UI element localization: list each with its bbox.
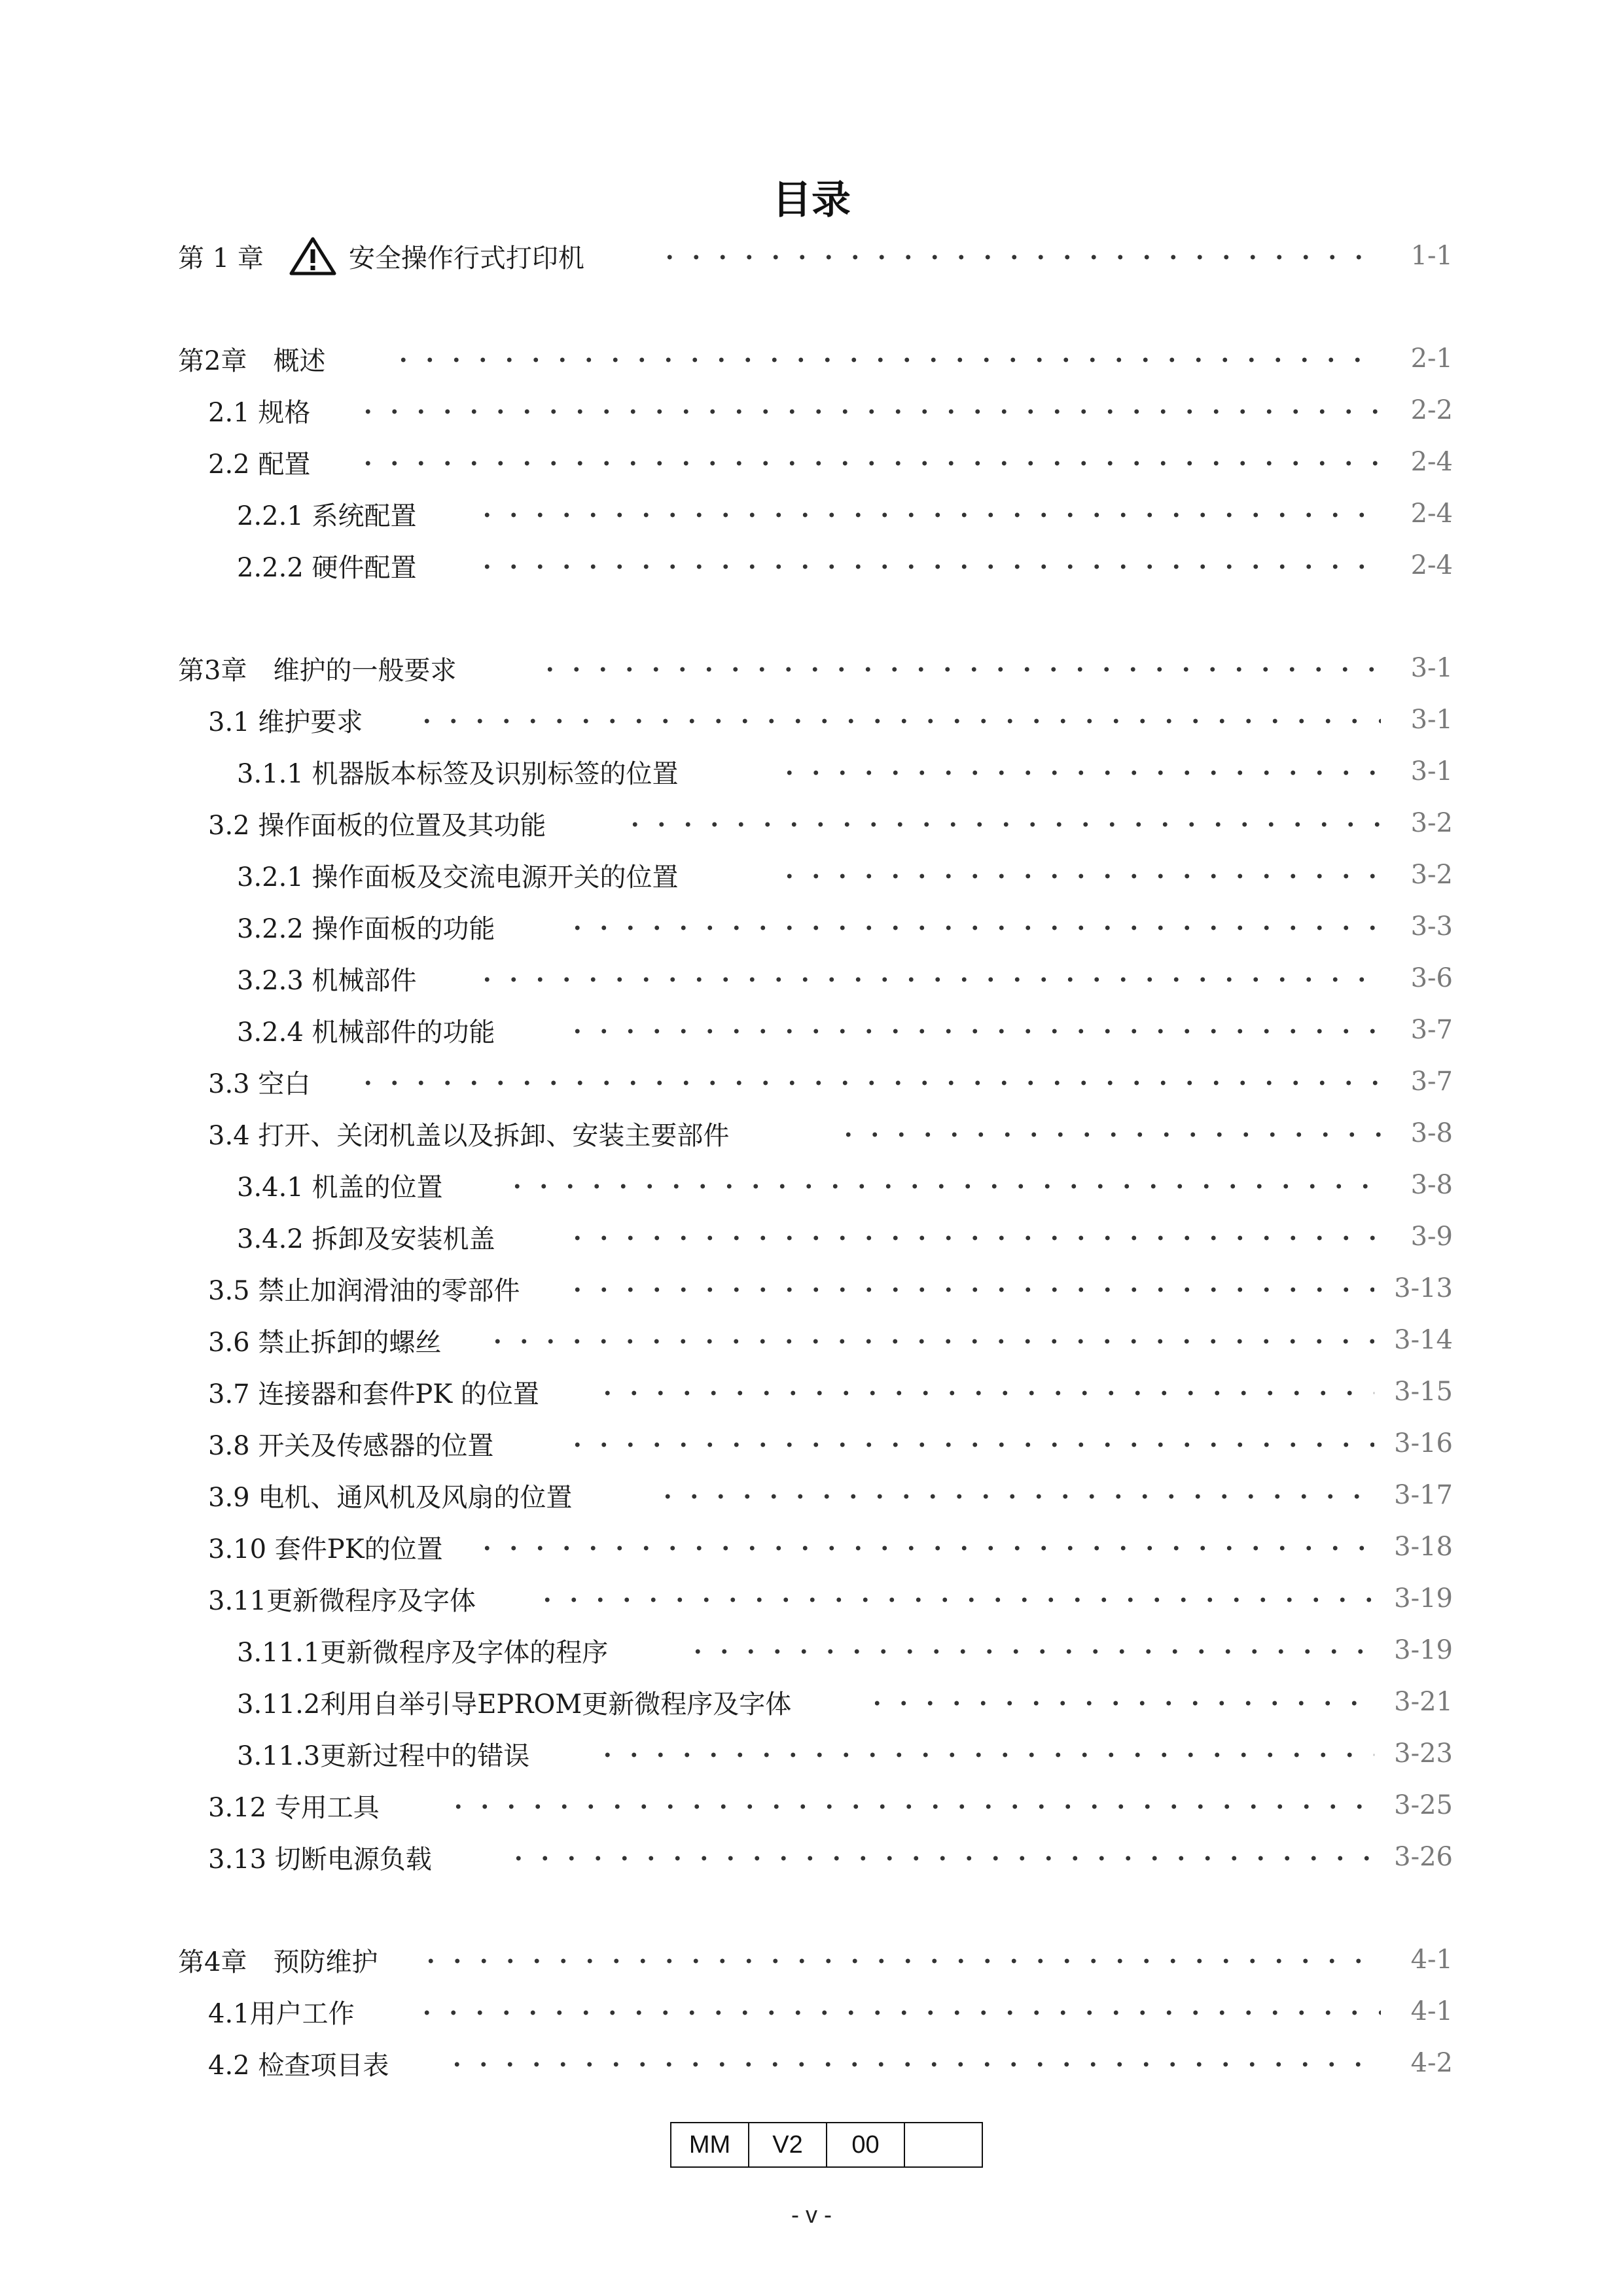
toc-leader-dots [414,1992,1381,2031]
toc-page-number: 2-4 [1410,550,1453,580]
toc-entry[interactable] [0,1631,1623,1670]
toc-leader-dots [474,959,1381,998]
revision-box [670,2122,983,2168]
toc-leader-dots [505,1837,1374,1877]
toc-leader-dots [685,1631,1374,1670]
toc-page-number: 3-1 [1410,705,1453,735]
toc-page-number: 3-19 [1394,1635,1453,1665]
toc-leader-dots [355,1062,1381,1101]
revision-cell: 00 [827,2123,905,2166]
toc-page-number: 3-13 [1394,1273,1453,1303]
toc-page-number: 3-14 [1394,1325,1453,1355]
revision-cell: MM [671,2123,749,2166]
toc-entry-title: 3.1 维护要求 [208,707,363,737]
toc-entry-title: 3.3 空白 [208,1069,311,1099]
toc-page-number: 3-7 [1410,1067,1453,1097]
toc-entry[interactable] [0,1527,1623,1566]
toc-entry-title: 3.1.1 机器版本标签及识别标签的位置 [237,758,679,789]
toc-page-number: 2-4 [1410,447,1453,477]
toc-entry[interactable] [0,2043,1623,2083]
toc-leader-dots [654,1475,1374,1515]
toc-entry-title: 4.2 检查项目表 [208,2050,389,2081]
toc-page-number: 3-15 [1394,1377,1453,1407]
toc-entry[interactable] [0,804,1623,843]
toc-leader-dots [622,804,1381,843]
toc-entry[interactable] [0,1475,1623,1515]
toc-page-number: 4-1 [1410,1996,1453,2026]
toc-leader-dots [537,648,1381,688]
toc-page-number: 3-17 [1394,1480,1453,1510]
toc-page-number: 3-21 [1394,1687,1453,1717]
toc-leader-dots [355,442,1381,482]
toc-entry-title: 3.12 专用工具 [208,1792,380,1823]
toc-entry[interactable] [0,1682,1623,1722]
page-title: 目录 [772,177,851,223]
toc-page-number: 3-26 [1394,1842,1453,1872]
toc-entry[interactable] [0,907,1623,946]
toc-leader-dots [474,1527,1374,1566]
toc-entry[interactable] [0,1010,1623,1050]
toc-page-number: 1-1 [1410,241,1453,271]
toc-entry[interactable] [0,1940,1623,1979]
toc-entry[interactable] [0,1734,1623,1773]
toc-entry[interactable] [0,1114,1623,1153]
toc-page-number: 3-8 [1410,1170,1453,1200]
toc-entry-title: 4.1用户工作 [208,1998,355,2029]
toc-leader-dots [564,1010,1381,1050]
toc-entry-title: 第3章 维护的一般要求 [178,655,457,686]
toc-entry[interactable] [0,1269,1623,1308]
toc-entry[interactable] [0,494,1623,533]
toc-leader-dots [864,1682,1374,1722]
toc-page-number: 3-19 [1394,1583,1453,1614]
toc-entry[interactable] [0,700,1623,739]
toc-leader-dots [564,1217,1381,1256]
toc-entry-title: 3.9 电机、通风机及风扇的位置 [208,1482,573,1513]
toc-page-number: 2-4 [1410,499,1453,529]
toc-page-number: 3-3 [1410,911,1453,942]
toc-leader-dots [564,1269,1374,1308]
warning-icon [289,236,337,275]
toc-entry[interactable] [0,391,1623,430]
toc-page-number: 3-23 [1394,1739,1453,1769]
toc-leader-dots [355,391,1381,430]
toc-page-number: 3-25 [1394,1790,1453,1820]
toc-entry[interactable] [0,1424,1623,1463]
toc-leader-dots [564,1424,1374,1463]
toc-entry[interactable] [0,1165,1623,1205]
toc-entry-title: 3.10 套件PK的位置 [208,1534,443,1564]
toc-entry-title: 3.5 禁止加润滑油的零部件 [208,1275,520,1306]
toc-leader-dots [594,1734,1374,1773]
toc-entry-title: 2.2.2 硬件配置 [237,552,417,583]
revision-cell: V2 [749,2123,827,2166]
toc-leader-dots [414,700,1381,739]
toc-leader-dots [484,1320,1374,1360]
toc-entry-title: 3.2.3 机械部件 [237,965,417,996]
toc-leader-dots [474,494,1381,533]
toc-entry-title: 3.4 打开、关闭机盖以及拆卸、安装主要部件 [208,1120,730,1151]
toc-entry-title: 第2章 概述 [178,345,326,376]
toc-entry-title: 3.4.1 机盖的位置 [237,1172,443,1203]
toc-entry[interactable] [0,1579,1623,1618]
toc-entry[interactable] [0,648,1623,688]
toc-leader-dots [390,339,1381,378]
toc-entry[interactable] [0,546,1623,585]
toc-entry[interactable] [0,959,1623,998]
toc-page-number: 3-7 [1410,1015,1453,1045]
toc-entry-title: 3.2.1 操作面板及交流电源开关的位置 [237,862,679,892]
toc-entry-title: 3.2.2 操作面板的功能 [237,913,495,944]
toc-entry-title: 3.6 禁止拆卸的螺丝 [208,1327,442,1358]
toc-entry[interactable] [0,1372,1623,1411]
toc-entry-title: 第4章 预防维护 [178,1947,378,1977]
toc-leader-dots [564,907,1381,946]
toc-page-number: 4-1 [1410,1945,1453,1975]
toc-entry[interactable] [0,236,1623,275]
toc-leader-dots [418,1940,1381,1979]
toc-entry[interactable] [0,855,1623,894]
toc-entry-title: 3.13 切断电源负载 [208,1844,432,1875]
toc-leader-dots [594,1372,1374,1411]
toc-entry[interactable] [0,1837,1623,1877]
toc-entry[interactable] [0,339,1623,378]
toc-page-number: 3-6 [1410,963,1453,993]
toc-entry-title: 2.1 规格 [208,397,311,428]
toc-page-number: 3-9 [1410,1222,1453,1252]
toc-page-number: 3-1 [1410,653,1453,683]
toc-page-number: 2-2 [1410,395,1453,425]
toc-page-number: 2-1 [1410,344,1453,374]
toc-page-number: 3-2 [1410,808,1453,838]
toc-entry[interactable] [0,442,1623,482]
toc-entry[interactable] [0,752,1623,791]
toc-entry-title: 3.11.1更新微程序及字体的程序 [237,1637,609,1668]
toc-page-number: 3-18 [1394,1532,1453,1562]
revision-cell [905,2123,982,2166]
toc-page-number: 3-2 [1410,860,1453,890]
toc-entry[interactable] [0,1320,1623,1360]
toc-entry-title: 3.11.3更新过程中的错误 [237,1740,530,1771]
toc-leader-dots [776,855,1381,894]
toc-leader-dots [444,2043,1381,2083]
toc-entry-title: 3.2 操作面板的位置及其功能 [208,810,546,841]
toc-entry[interactable] [0,1062,1623,1101]
toc-entry-title: 3.7 连接器和套件PK 的位置 [208,1379,539,1409]
toc-entry[interactable] [0,1992,1623,2031]
toc-entry-title: 3.8 开关及传感器的位置 [208,1430,494,1461]
toc-entry-title: 3.11.2利用自举引导EPROM更新微程序及字体 [237,1689,792,1720]
toc-leader-dots [474,546,1381,585]
toc-leader-dots [656,236,1381,275]
toc-leader-dots [835,1114,1381,1153]
toc-entry[interactable] [0,1786,1623,1825]
toc-leader-dots [776,752,1381,791]
toc-page-number: 3-8 [1410,1118,1453,1148]
toc-chapter-label: 第 1 章 [178,243,264,274]
toc-leader-dots [504,1165,1381,1205]
toc-entry-title: 2.2.1 系统配置 [237,501,417,531]
page-number: - v - [791,2201,832,2228]
toc-entry-title: 3.2.4 机械部件的功能 [237,1017,495,1048]
toc-entry-title: 3.11更新微程序及字体 [208,1585,476,1616]
toc-page-number: 4-2 [1410,2048,1453,2078]
toc-page-number: 3-1 [1410,756,1453,786]
toc-entry-title: 安全操作行式打印机 [348,243,584,274]
toc-leader-dots [534,1579,1374,1618]
toc-page-number: 3-16 [1394,1428,1453,1458]
toc-entry-title: 2.2 配置 [208,449,311,480]
toc-entry-title: 3.4.2 拆卸及安装机盖 [237,1224,495,1254]
toc-entry[interactable] [0,1217,1623,1256]
toc-leader-dots [445,1786,1374,1825]
